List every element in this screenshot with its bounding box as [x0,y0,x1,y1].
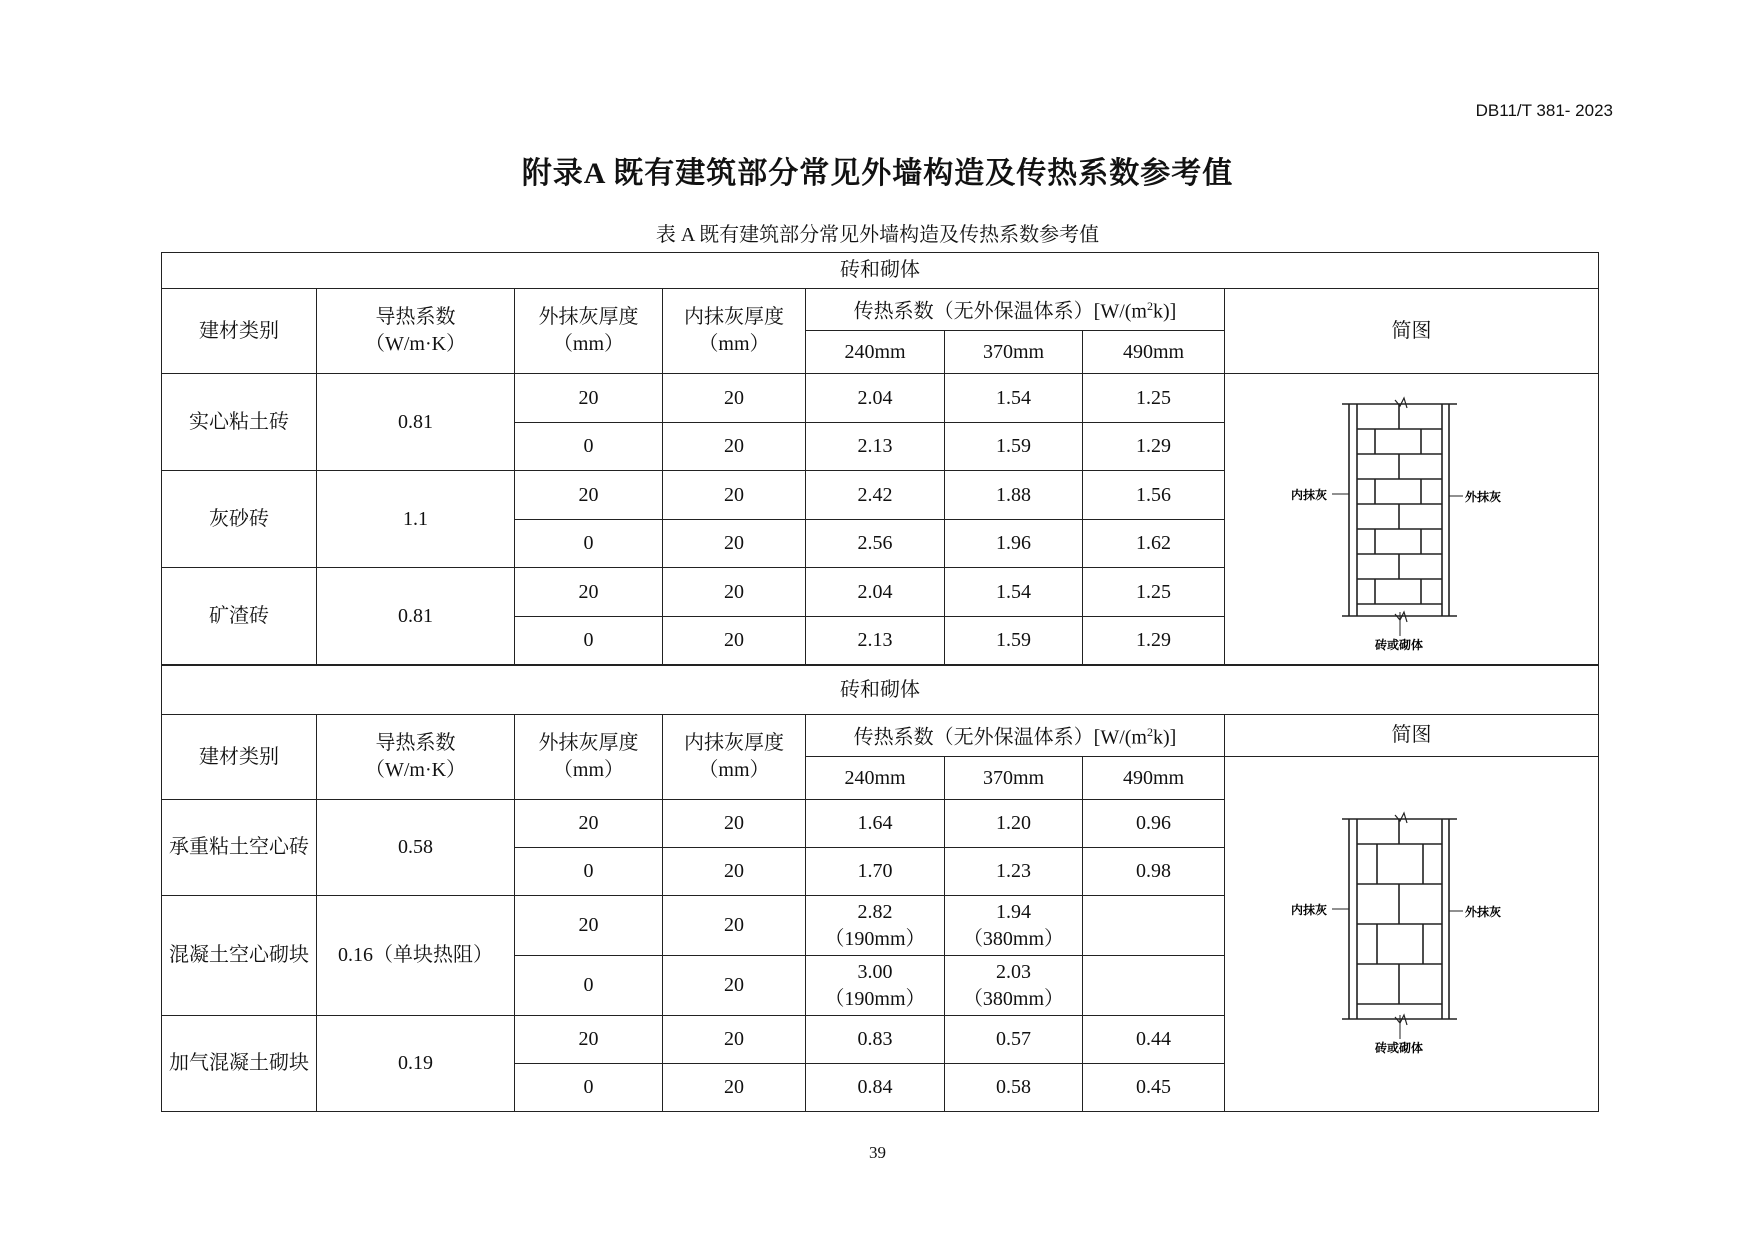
u-value-240: 1.70 [806,848,945,896]
u-value-370: 1.59 [945,423,1083,471]
u-value-370: 1.54 [945,568,1083,617]
outer-plaster-value: 0 [515,423,663,471]
conductivity-value: 0.81 [317,568,515,665]
material-name: 加气混凝土砌块 [162,1016,317,1112]
inner-plaster-value: 20 [663,896,806,956]
table-caption: 表 A 既有建筑部分常见外墙构造及传热系数参考值 [655,224,1100,246]
u-value-370-number: 1.94 [996,900,1031,923]
header-u-value-sup: 2 [1146,725,1153,740]
u-value-490: 0.98 [1083,848,1225,896]
header-outer-plaster-unit: （mm） [552,759,625,781]
u-value-240-note: （190mm） [824,927,926,950]
u-value-490: 1.56 [1083,471,1225,520]
u-value-490: 1.62 [1083,520,1225,568]
u-value-240: 2.13 [806,423,945,471]
inner-plaster-value: 20 [663,374,806,423]
u-value-490 [1083,896,1225,956]
conductivity-value: 0.16（单块热阻） [317,896,515,1016]
u-value-370: 1.96 [945,520,1083,568]
header-inner-plaster-label: 内抹灰厚度 [684,732,784,754]
inner-plaster-value: 20 [663,1016,806,1064]
outer-plaster-value: 0 [515,848,663,896]
header-conductivity [317,715,515,800]
inner-plaster-value: 20 [663,423,806,471]
header-inner-plaster-label: 内抹灰厚度 [684,306,784,328]
u-value-490: 1.29 [1083,617,1225,665]
standard-number: DB11/T 381- 2023 [1475,101,1613,120]
u-value-240: 0.83 [806,1016,945,1064]
diagram-label-inner: 内抹灰 [1290,488,1327,502]
u-value-370: 0.58 [945,1064,1083,1112]
u-value-370: 1.59 [945,617,1083,665]
material-name: 矿渣砖 [162,568,317,665]
header-diagram: 简图 [1225,289,1599,374]
material-name: 实心粘土砖 [162,374,317,471]
conductivity-value: 0.58 [317,800,515,896]
outer-plaster-value: 20 [515,374,663,423]
inner-plaster-value: 20 [663,617,806,665]
header-490mm: 490mm [1083,331,1225,374]
inner-plaster-value: 20 [663,568,806,617]
u-value-240: 2.04 [806,568,945,617]
u-value-490: 1.29 [1083,423,1225,471]
u-value-370: 1.20 [945,800,1083,848]
inner-plaster-value: 20 [663,520,806,568]
diagram-label-inner: 内抹灰 [1290,903,1327,917]
u-value-240: 2.42 [806,471,945,520]
material-name: 灰砂砖 [162,471,317,568]
section-header: 砖和砌体 [162,666,1599,715]
header-outer-plaster-unit: （mm） [552,333,625,355]
u-value-370: 0.57 [945,1016,1083,1064]
header-240mm: 240mm [806,757,945,800]
page-title: 附录A 既有建筑部分常见外墙构造及传热系数参考值 [521,157,1234,190]
u-value-490 [1083,956,1225,1016]
u-value-490: 1.25 [1083,568,1225,617]
header-370mm: 370mm [945,757,1083,800]
u-value-490: 0.96 [1083,800,1225,848]
conductivity-value: 0.19 [317,1016,515,1112]
header-outer-plaster-label: 外抹灰厚度 [538,732,639,754]
header-outer-plaster-label: 外抹灰厚度 [538,306,639,328]
u-value-240: 0.84 [806,1064,945,1112]
wall-section-diagram-cell [1225,374,1599,665]
outer-plaster-value: 20 [515,896,663,956]
header-u-value [806,289,1225,331]
table-brick-masonry-2 [161,665,1599,1112]
u-value-370-note: （380mm） [962,987,1065,1010]
header-diagram: 简图 [1225,715,1599,757]
conductivity-value: 0.81 [317,374,515,471]
u-value-240: 2.13 [806,617,945,665]
outer-plaster-value: 0 [515,1064,663,1112]
material-name: 承重粘土空心砖 [162,800,317,896]
header-conductivity-label: 导热系数 [375,306,456,328]
header-outer-plaster [515,289,663,374]
outer-plaster-value: 0 [515,520,663,568]
u-value-240 [806,956,945,1016]
header-material: 建材类别 [162,715,317,800]
u-value-370: 1.88 [945,471,1083,520]
inner-plaster-value: 20 [663,471,806,520]
header-inner-plaster-unit: （mm） [698,759,770,781]
u-value-240: 2.56 [806,520,945,568]
header-inner-plaster [663,289,806,374]
header-outer-plaster [515,715,663,800]
u-value-240-note: （190mm） [824,987,926,1010]
u-value-490: 0.44 [1083,1016,1225,1064]
u-value-240 [806,896,945,956]
u-value-370: 1.23 [945,848,1083,896]
header-u-value-prefix: 传热系数（无外保温体系）[W/(m [853,300,1147,323]
outer-plaster-value: 20 [515,471,663,520]
header-u-value-suffix: k)] [1152,726,1177,749]
material-name: 混凝土空心砌块 [162,896,317,1016]
header-inner-plaster [663,715,806,800]
outer-plaster-value: 20 [515,568,663,617]
header-u-value-suffix: k)] [1152,300,1177,323]
hollow-block-wall-section-diagram [1287,799,1537,1069]
conductivity-value: 1.1 [317,471,515,568]
header-240mm: 240mm [806,331,945,374]
page-number: 39 [869,1143,886,1162]
inner-plaster-value: 20 [663,956,806,1016]
header-conductivity [317,289,515,374]
u-value-240: 1.64 [806,800,945,848]
outer-plaster-value: 20 [515,800,663,848]
outer-plaster-value: 0 [515,956,663,1016]
u-value-370-number: 2.03 [996,960,1031,983]
u-value-370 [945,956,1083,1016]
header-inner-plaster-unit: （mm） [698,333,770,355]
header-u-value-prefix: 传热系数（无外保温体系）[W/(m [853,726,1147,749]
u-value-240-number: 2.82 [857,900,893,923]
header-material: 建材类别 [162,289,317,374]
header-490mm: 490mm [1083,757,1225,800]
inner-plaster-value: 20 [663,848,806,896]
diagram-label-wall: 砖或砌体 [1374,1041,1423,1055]
diagram-label-outer: 外抹灰 [1464,490,1501,504]
diagram-label-wall: 砖或砌体 [1374,638,1423,652]
u-value-490: 1.25 [1083,374,1225,423]
inner-plaster-value: 20 [663,1064,806,1112]
diagram-label-outer: 外抹灰 [1464,905,1501,919]
header-conductivity-unit: （W/m·K） [364,759,467,781]
brick-wall-section-diagram [1287,384,1537,654]
u-value-240: 2.04 [806,374,945,423]
u-value-490: 0.45 [1083,1064,1225,1112]
header-conductivity-unit: （W/m·K） [364,333,467,355]
u-value-370 [945,896,1083,956]
table-brick-masonry-1 [161,252,1599,665]
wall-section-diagram-cell [1225,757,1599,1112]
u-value-240-number: 3.00 [857,960,893,983]
header-370mm: 370mm [945,331,1083,374]
outer-plaster-value: 0 [515,617,663,665]
inner-plaster-value: 20 [663,800,806,848]
header-u-value-sup: 2 [1146,299,1153,314]
outer-plaster-value: 20 [515,1016,663,1064]
header-u-value [806,715,1225,757]
u-value-370-note: （380mm） [962,927,1065,950]
header-conductivity-label: 导热系数 [375,732,456,754]
u-value-370: 1.54 [945,374,1083,423]
section-header: 砖和砌体 [162,253,1599,289]
